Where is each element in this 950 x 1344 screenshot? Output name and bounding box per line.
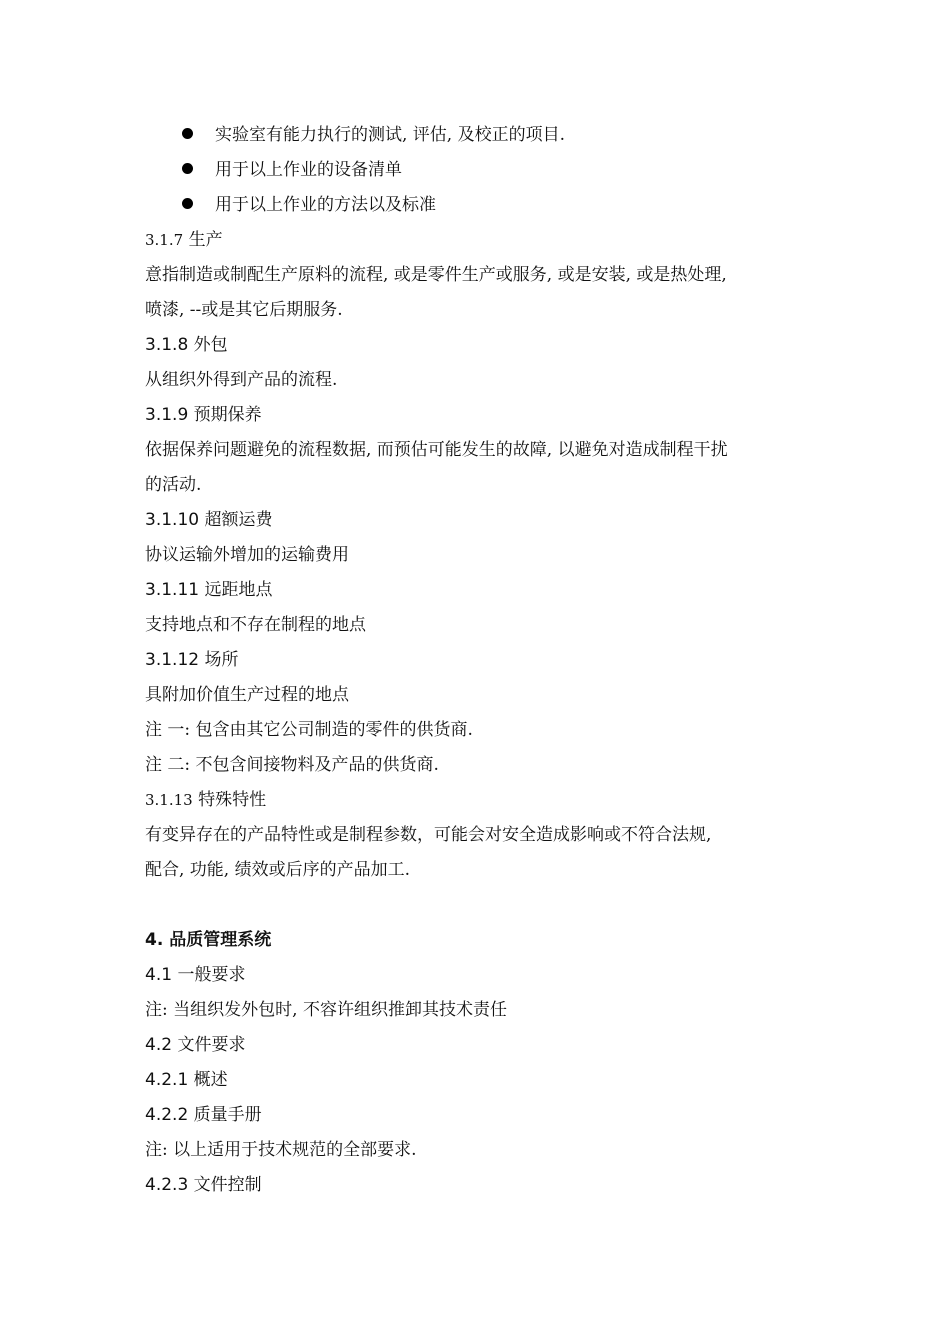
bullet-item: 实验室有能力执行的测试, 评估, 及校正的项目. bbox=[182, 118, 565, 153]
body-line: 具附加价值生产过程的地点 bbox=[145, 685, 349, 705]
bullet-item: 用于以上作业的方法以及标准 bbox=[182, 188, 436, 223]
body-line: 协议运输外增加的运输费用 bbox=[145, 545, 349, 565]
body-line: 从组织外得到产品的流程. bbox=[145, 370, 338, 390]
note-line: 注: 当组织发外包时, 不容许组织推卸其技术责任 bbox=[145, 1000, 507, 1020]
section-heading-4-2: 4.2 文件要求 bbox=[145, 1035, 246, 1055]
body-line: 意指制造或制配生产原料的流程, 或是零件生产或服务, 或是安装, 或是热处理, bbox=[145, 265, 727, 285]
body-line: 配合, 功能, 绩效或后序的产品加工. bbox=[145, 860, 411, 880]
section-heading-3-1-11: 3.1.11 远距地点 bbox=[145, 580, 273, 600]
body-line: 依据保养问题避免的流程数据, 而预估可能发生的故障, 以避免对造成制程干扰 bbox=[145, 440, 728, 460]
section-heading-4-2-1: 4.2.1 概述 bbox=[145, 1070, 228, 1090]
section-heading-4-2-2: 4.2.2 质量手册 bbox=[145, 1105, 262, 1125]
section-heading-3-1-7: 3.1.7 生产 bbox=[145, 230, 223, 250]
body-line: 的活动. bbox=[145, 475, 202, 495]
bullet-dot-icon bbox=[182, 163, 193, 174]
note-line: 注: 以上适用于技术规范的全部要求. bbox=[145, 1140, 417, 1160]
body-line: 喷漆, --或是其它后期服务. bbox=[145, 300, 343, 320]
note-line: 注 二: 不包含间接物料及产品的供货商. bbox=[145, 755, 439, 775]
section-heading-3-1-9: 3.1.9 预期保养 bbox=[145, 405, 262, 425]
section-heading-3-1-13: 3.1.13 特殊特性 bbox=[145, 790, 267, 810]
body-line: 支持地点和不存在制程的地点 bbox=[145, 615, 366, 635]
note-line: 注 一: 包含由其它公司制造的零件的供货商. bbox=[145, 720, 473, 740]
chapter-heading-4: 4. 品质管理系统 bbox=[145, 930, 272, 950]
section-heading-3-1-12: 3.1.12 场所 bbox=[145, 650, 239, 670]
bullet-dot-icon bbox=[182, 128, 193, 139]
body-line: 有变异存在的产品特性或是制程参数，可能会对安全造成影响或不符合法规, bbox=[145, 825, 712, 845]
bullet-item: 用于以上作业的设备清单 bbox=[182, 153, 402, 188]
bullet-dot-icon bbox=[182, 198, 193, 209]
section-heading-4-2-3: 4.2.3 文件控制 bbox=[145, 1175, 262, 1195]
section-heading-4-1: 4.1 一般要求 bbox=[145, 965, 246, 985]
section-heading-3-1-8: 3.1.8 外包 bbox=[145, 335, 228, 355]
section-heading-3-1-10: 3.1.10 超额运费 bbox=[145, 510, 273, 530]
